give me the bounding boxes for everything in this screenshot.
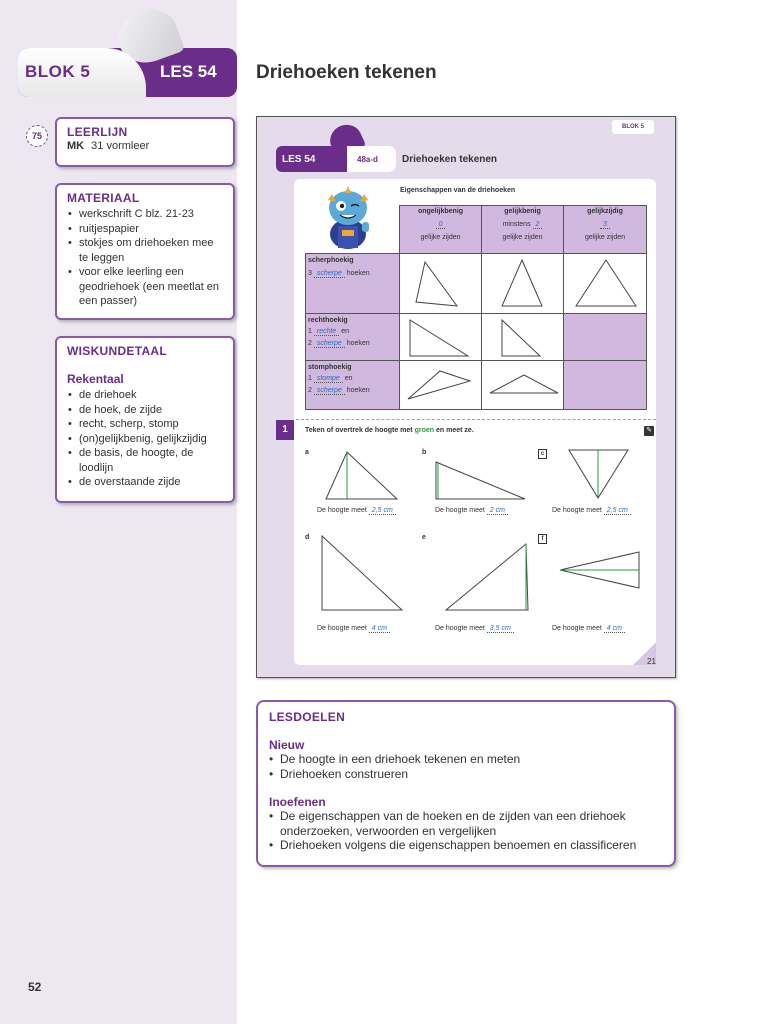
triangle-label: a [305,449,309,456]
triangle-label: f [538,534,547,544]
table-cell [481,360,564,410]
list-item: • werkschrift C blz. 21-23 [67,207,223,222]
column-count-line [482,221,563,229]
row-label-rechthoekig [305,313,400,361]
wiskundetaal-box [55,336,235,503]
measure-value: 4 cm [604,625,625,633]
triangle-icon [400,254,483,315]
row-suffix: hoeken [346,270,370,277]
wiskundetaal-list [67,388,223,490]
wiskundetaal-heading: WISKUNDETAAL [67,344,168,358]
table-cell [399,360,482,410]
list-item: • recht, scherp, stomp [67,417,223,432]
row-value: rechte [314,328,339,336]
triangle-label: e [422,534,426,541]
column-count: 3 [600,221,610,229]
row-line [308,328,397,336]
row-value: stompe [314,375,343,383]
column-count-line [400,221,481,229]
row-suffix: hoeken [346,340,370,347]
worksheet-code: 48a-d [357,155,378,164]
row-value: scherpe [314,340,345,348]
materiaal-box [55,183,235,320]
pencil-icon: ✎ [644,426,654,436]
measure-line [552,507,631,515]
column-count: 2 [533,221,543,229]
properties-table [305,205,647,410]
column-count-line [564,221,646,229]
measure-value: 2,5 cm [369,507,396,515]
table-caption: Eigenschappen van de driehoeken [400,187,516,194]
leerlijn-box [55,117,235,167]
row-value: scherpe [314,387,345,395]
triangle-a [326,452,397,499]
worksheet-page-number: 21 [647,657,656,666]
triangle-icon [564,254,648,315]
row-line [308,340,397,348]
row-num: 1 [308,328,312,335]
inoefenen-list [269,809,663,853]
nieuw-heading: Nieuw [269,738,305,752]
triangle-d [322,536,402,610]
row-suffix: en [344,375,353,382]
worksheet-blok-chip: BLOK 5 [612,120,654,134]
inoefenen-heading: Inoefenen [269,795,326,809]
measure-line [317,625,390,633]
triangle-icon [482,361,565,411]
list-item: • ruitjespapier [67,222,223,237]
instruction-text: Teken of overtrek de hoogte met [305,427,413,434]
page-number: 52 [28,980,42,994]
page-title: Driehoeken tekenen [256,62,437,83]
row-line [308,387,397,395]
measure-prefix: De hoogte meet [435,507,485,514]
measure-line [435,507,508,515]
worksheet-les: LES 54 [282,154,316,165]
list-item: • de basis, de hoogte, de loodlijn [67,446,223,475]
row-label-stomphoekig [305,360,400,410]
row-num: 2 [308,340,312,347]
table-cell [399,253,482,314]
row-label-scherphoekig [305,253,400,314]
column-prefix: minstens [502,221,531,228]
list-item: • de driehoek [67,388,223,403]
exercise-number: 1 [276,420,294,440]
row-line [308,375,397,383]
exercise-instruction [305,427,474,434]
blok-label: BLOK 5 [25,62,91,81]
list-item: • stokjes om driehoeken mee te leggen [67,236,223,265]
table-cell [563,253,647,314]
triangle-b [436,462,525,499]
lesdoelen-box [256,700,676,867]
list-item: • De eigenschappen van de hoeken en de zijden van een driehoek onderzoeken, verwoorden en vergelijken [269,809,663,838]
triangle-icon [482,254,565,315]
list-item: • voor elke leerling een geodriehoek (een meetlat en een passer) [67,265,223,309]
list-item: • Driehoeken construeren [269,767,663,782]
measure-prefix: De hoogte meet [435,625,485,632]
column-count: 0 [436,221,446,229]
column-suffix: gelijke zijden [584,234,626,241]
instruction-text: en meet ze. [435,427,474,434]
measure-value: 4 cm [369,625,390,633]
table-header-gelijkzijdig [563,205,647,254]
row-name: scherphoekig [308,257,354,264]
divider [296,419,656,420]
column-name: gelijkzijdig [587,208,623,215]
les-label: LES 54 [160,62,217,81]
row-num: 2 [308,387,312,394]
triangle-label: c [538,449,547,459]
materiaal-heading: MATERIAAL [67,191,140,205]
column-name: ongelijkbenig [417,208,464,215]
instruction-green: groen [414,427,435,434]
measure-value: 2,5 cm [604,507,631,515]
materiaal-list [67,207,223,309]
table-header-ongelijkbenig [399,205,482,254]
row-num: 1 [308,375,312,382]
list-item: • Driehoeken volgens die eigenschappen benoemen en classificeren [269,838,663,853]
exercise-triangles [296,440,656,620]
table-header-gelijkbenig [481,205,564,254]
leerlijn-text: 31 vormleer [91,140,150,152]
measure-line [317,507,396,515]
triangle-e [446,544,528,610]
list-item: • De hoogte in een driehoek tekenen en meten [269,752,663,767]
leerlijn-line [67,140,223,152]
leerlijn-code: MK [67,140,85,152]
list-item: • de overstaande zijde [67,475,223,490]
list-item: • de hoek, de zijde [67,403,223,418]
column-suffix: gelijke zijden [420,234,461,241]
measure-prefix: De hoogte meet [552,507,602,514]
triangle-label: d [305,534,310,541]
row-name: rechthoekig [308,317,348,324]
row-suffix: en [341,328,350,335]
measure-prefix: De hoogte meet [317,507,367,514]
nieuw-list [269,752,663,781]
measure-prefix: De hoogte meet [552,625,602,632]
table-cell [399,313,482,361]
column-name: gelijkbenig [504,208,541,215]
measure-value: 3,5 cm [487,625,514,633]
table-cell [481,313,564,361]
worksheet-title: Driehoeken tekenen [402,154,498,165]
row-name: stomphoekig [308,364,352,371]
table-cell [481,253,564,314]
table-cell [563,360,647,410]
triangle-icon [400,314,483,362]
list-item: • (on)gelijkbenig, gelijkzijdig [67,432,223,447]
column-suffix: gelijke zijden [502,234,543,241]
row-line [308,270,397,278]
row-num: 3 [308,270,312,277]
triangle-icon [400,361,483,411]
row-suffix: hoeken [346,387,370,394]
lesdoelen-heading: LESDOELEN [269,710,346,724]
triangle-label: b [422,449,427,456]
measure-prefix: De hoogte meet [317,625,367,632]
table-cell [563,313,647,361]
rekentaal-heading: Rekentaal [67,372,124,386]
leerlijn-heading: LEERLIJN [67,125,128,139]
lesson-count-badge: 75 [26,125,48,147]
measure-line [435,625,514,633]
measure-value: 2 cm [487,507,508,515]
row-value: scherpe [314,270,345,278]
triangle-icon [482,314,565,362]
measure-line [552,625,625,633]
